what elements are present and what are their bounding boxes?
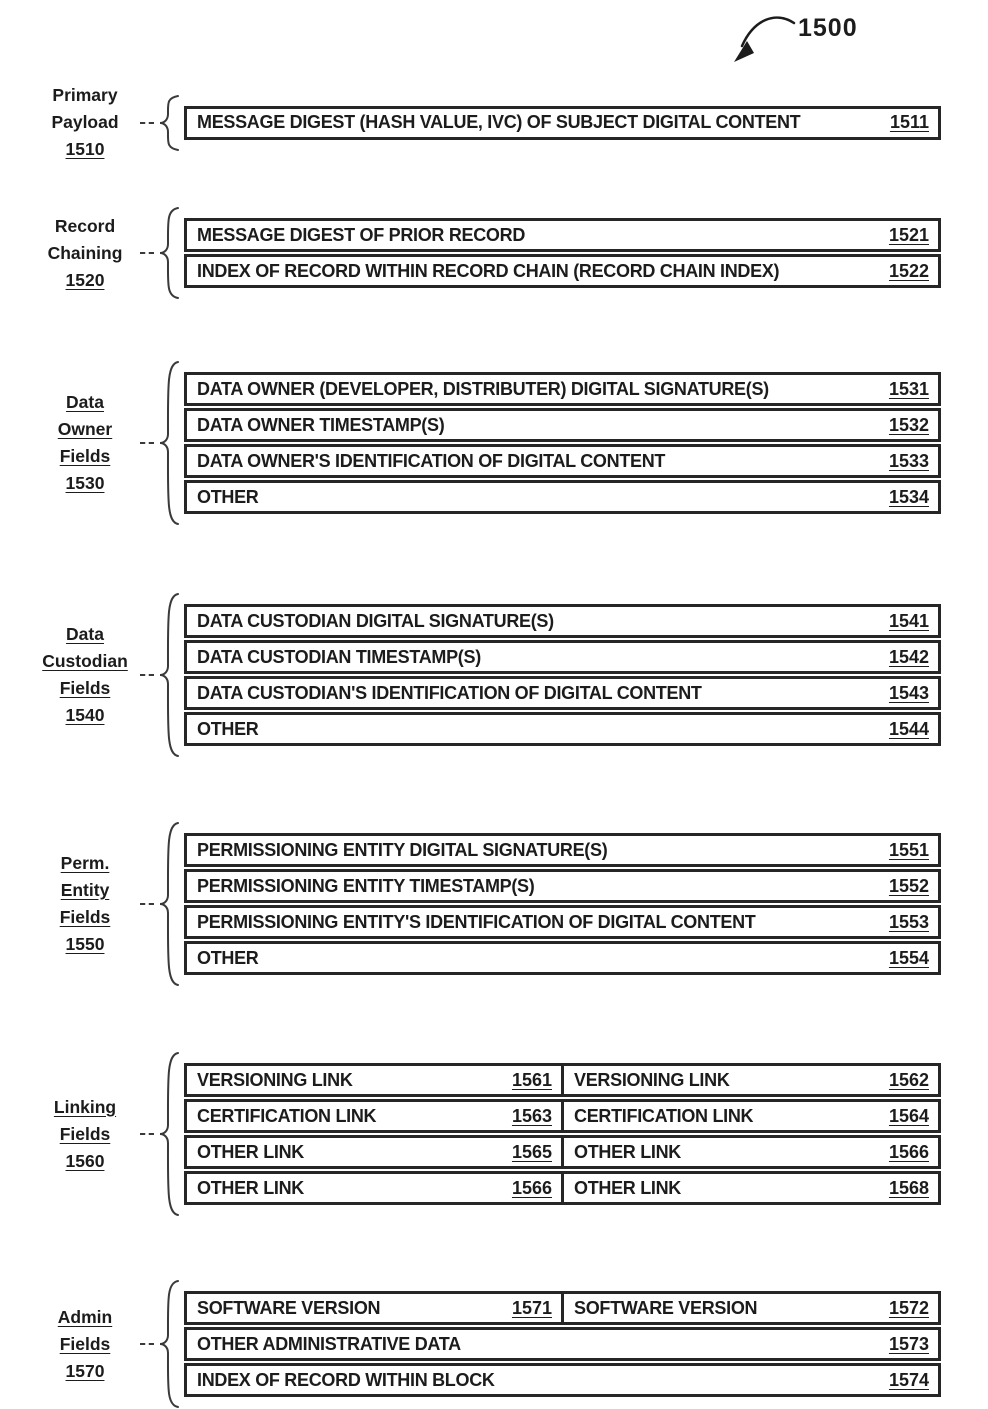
figure-callout (732, 10, 858, 68)
group-label (30, 389, 140, 497)
field-ref: 1573 (888, 1333, 929, 1354)
field-cell (184, 254, 941, 288)
group-label-line: Admin (57, 1306, 113, 1327)
group-label-line: Custodian (42, 651, 128, 671)
brace-bracket-icon (156, 206, 180, 300)
group-label-line: Fields (59, 1333, 111, 1354)
field-ref: 1521 (888, 224, 929, 245)
field-cell (184, 1171, 564, 1205)
field-ref: 1511 (889, 112, 929, 132)
dash-connector-line (140, 442, 154, 444)
field-ref: 1571 (511, 1297, 552, 1318)
dash-connector-line (140, 252, 154, 254)
field-text: OTHER ADMINISTRATIVE DATA (197, 1333, 461, 1354)
group-label-line: Fields (59, 446, 111, 466)
group-ref-label: 1510 (65, 139, 105, 159)
group-label-line: Perm. (60, 853, 110, 873)
field-text: PERMISSIONING ENTITY TIMESTAMP(S) (197, 875, 535, 896)
field-cell (561, 1291, 941, 1325)
field-ref: 1532 (888, 414, 929, 435)
field-row (184, 218, 941, 252)
field-cell (184, 1291, 564, 1325)
dash-connector-line (140, 1133, 154, 1135)
field-text: OTHER LINK (197, 1141, 304, 1162)
field-row (184, 1291, 941, 1325)
field-text: OTHER LINK (574, 1141, 681, 1162)
field-ref: 1541 (888, 610, 929, 631)
brace-bracket-icon (156, 94, 180, 152)
field-cell (561, 1171, 941, 1205)
field-text: PERMISSIONING ENTITY DIGITAL SIGNATURE(S) (197, 839, 608, 860)
field-cell (184, 444, 941, 478)
field-ref: 1531 (888, 378, 929, 399)
field-row (184, 1171, 941, 1205)
field-ref: 1566 (511, 1177, 552, 1198)
field-ref: 1542 (888, 646, 929, 667)
field-cell (184, 676, 941, 710)
field-ref: 1565 (511, 1141, 552, 1162)
group-linking-fields (30, 1051, 960, 1217)
field-text: DATA CUSTODIAN'S IDENTIFICATION OF DIGITAL CONTENT (197, 682, 702, 703)
field-text: INDEX OF RECORD WITHIN RECORD CHAIN (RECORD CHAIN INDEX) (197, 260, 780, 281)
group-admin-fields (30, 1279, 960, 1409)
field-ref: 1522 (888, 260, 929, 281)
group-label-line: Linking (53, 1096, 117, 1117)
field-ref: 1534 (888, 486, 929, 507)
field-ref: 1552 (888, 875, 929, 896)
group-label-line: Chaining (47, 242, 123, 263)
brace-bracket-icon (156, 360, 180, 526)
field-ref: 1568 (888, 1177, 929, 1198)
field-cell (561, 1099, 941, 1133)
field-text: VERSIONING LINK (197, 1069, 353, 1090)
group-label-line: Entity (60, 880, 110, 900)
field-row (184, 869, 941, 903)
group-ref-label: 1560 (65, 1150, 105, 1171)
group-rows (184, 106, 941, 140)
field-row (184, 1363, 941, 1397)
field-text: DATA CUSTODIAN TIMESTAMP(S) (197, 646, 481, 667)
group-ref-label: 1570 (65, 1360, 105, 1381)
field-cell (561, 1135, 941, 1169)
field-cell (184, 941, 941, 975)
field-text: INDEX OF RECORD WITHIN BLOCK (197, 1369, 495, 1390)
field-text: OTHER LINK (197, 1177, 304, 1198)
group-rows (184, 1291, 941, 1397)
field-row (184, 1327, 941, 1361)
field-row (184, 833, 941, 867)
field-text: VERSIONING LINK (574, 1069, 730, 1090)
group-label-line: Owner (57, 419, 113, 439)
field-cell (184, 604, 941, 638)
field-row (184, 604, 941, 638)
field-text: OTHER (197, 718, 259, 739)
group-ref-label: 1520 (65, 269, 105, 290)
group-label-line: Fields (59, 678, 111, 698)
field-cell (184, 640, 941, 674)
group-rows (184, 372, 941, 514)
field-ref: 1574 (888, 1369, 929, 1390)
field-row (184, 1063, 941, 1097)
field-text: MESSAGE DIGEST (HASH VALUE, IVC) OF SUBJECT DIGITAL CONTENT (197, 112, 801, 132)
field-row (184, 941, 941, 975)
figure-number: 1500 (798, 14, 858, 42)
field-ref: 1564 (888, 1105, 929, 1126)
field-text: OTHER LINK (574, 1177, 681, 1198)
field-ref: 1543 (888, 682, 929, 703)
field-cell (184, 106, 941, 140)
field-text: OTHER (197, 947, 259, 968)
field-ref: 1551 (888, 839, 929, 860)
group-ref-label: 1540 (65, 705, 105, 725)
group-label-line: Record (54, 215, 116, 236)
group-label (30, 850, 140, 958)
group-ref-label: 1550 (65, 934, 105, 954)
field-text: DATA OWNER TIMESTAMP(S) (197, 414, 445, 435)
field-text: CERTIFICATION LINK (574, 1105, 754, 1126)
group-label-line: Payload (51, 112, 119, 132)
group-rows (184, 833, 941, 975)
field-ref: 1553 (888, 911, 929, 932)
field-ref: 1572 (888, 1297, 929, 1318)
brace-bracket-icon (156, 1051, 180, 1217)
field-ref: 1554 (888, 947, 929, 968)
field-row (184, 372, 941, 406)
field-row (184, 444, 941, 478)
field-row (184, 905, 941, 939)
group-label-line: Data (66, 392, 104, 412)
field-text: DATA OWNER (DEVELOPER, DISTRIBUTER) DIGITAL SIGNATURE(S) (197, 378, 769, 399)
dash-connector-line (140, 122, 154, 124)
field-ref: 1562 (888, 1069, 929, 1090)
field-groups (30, 82, 960, 1409)
field-cell (184, 1363, 941, 1397)
field-ref: 1563 (511, 1105, 552, 1126)
field-cell (184, 1063, 564, 1097)
field-cell (184, 869, 941, 903)
figure-arrow-icon (732, 10, 796, 68)
field-cell (184, 218, 941, 252)
field-cell (184, 905, 941, 939)
field-row (184, 408, 941, 442)
group-label (30, 621, 140, 729)
field-row (184, 712, 941, 746)
field-cell (561, 1063, 941, 1097)
group-data-custodian-fields (30, 592, 960, 758)
field-cell (184, 1099, 564, 1133)
field-row (184, 676, 941, 710)
group-label (30, 82, 140, 163)
field-row (184, 254, 941, 288)
field-text: CERTIFICATION LINK (197, 1105, 377, 1126)
field-row (184, 480, 941, 514)
field-cell (184, 480, 941, 514)
field-ref: 1544 (888, 718, 929, 739)
brace-bracket-icon (156, 1279, 180, 1409)
group-record-chaining (30, 206, 960, 300)
field-cell (184, 408, 941, 442)
group-ref-label: 1530 (65, 473, 105, 493)
group-label (30, 1304, 140, 1385)
field-text: PERMISSIONING ENTITY'S IDENTIFICATION OF DIGITAL CONTENT (197, 911, 756, 932)
group-label-line: Fields (59, 1123, 111, 1144)
group-label-line: Primary (52, 85, 118, 105)
field-cell (184, 712, 941, 746)
group-rows (184, 218, 941, 288)
brace-bracket-icon (156, 592, 180, 758)
field-row (184, 1099, 941, 1133)
group-data-owner-fields (30, 360, 960, 526)
field-ref: 1533 (888, 450, 929, 471)
field-text: MESSAGE DIGEST OF PRIOR RECORD (197, 224, 526, 245)
field-row (184, 106, 941, 140)
group-label-line: Fields (59, 907, 111, 927)
field-cell (184, 1327, 941, 1361)
field-text: SOFTWARE VERSION (197, 1297, 381, 1318)
field-text: OTHER (197, 486, 259, 507)
group-label-line: Data (66, 624, 104, 644)
field-row (184, 1135, 941, 1169)
field-text: DATA CUSTODIAN DIGITAL SIGNATURE(S) (197, 610, 554, 631)
group-label (30, 1094, 140, 1175)
field-ref: 1566 (888, 1141, 929, 1162)
field-text: SOFTWARE VERSION (574, 1297, 758, 1318)
field-ref: 1561 (511, 1069, 552, 1090)
dash-connector-line (140, 903, 154, 905)
field-cell (184, 1135, 564, 1169)
dash-connector-line (140, 674, 154, 676)
field-cell (184, 372, 941, 406)
field-cell (184, 833, 941, 867)
dash-connector-line (140, 1343, 154, 1345)
group-rows (184, 604, 941, 746)
field-text: DATA OWNER'S IDENTIFICATION OF DIGITAL CONTENT (197, 450, 666, 471)
group-primary-payload (30, 82, 960, 163)
field-row (184, 640, 941, 674)
group-perm-entity-fields (30, 821, 960, 987)
group-label (30, 213, 140, 294)
brace-bracket-icon (156, 821, 180, 987)
group-rows (184, 1063, 941, 1205)
